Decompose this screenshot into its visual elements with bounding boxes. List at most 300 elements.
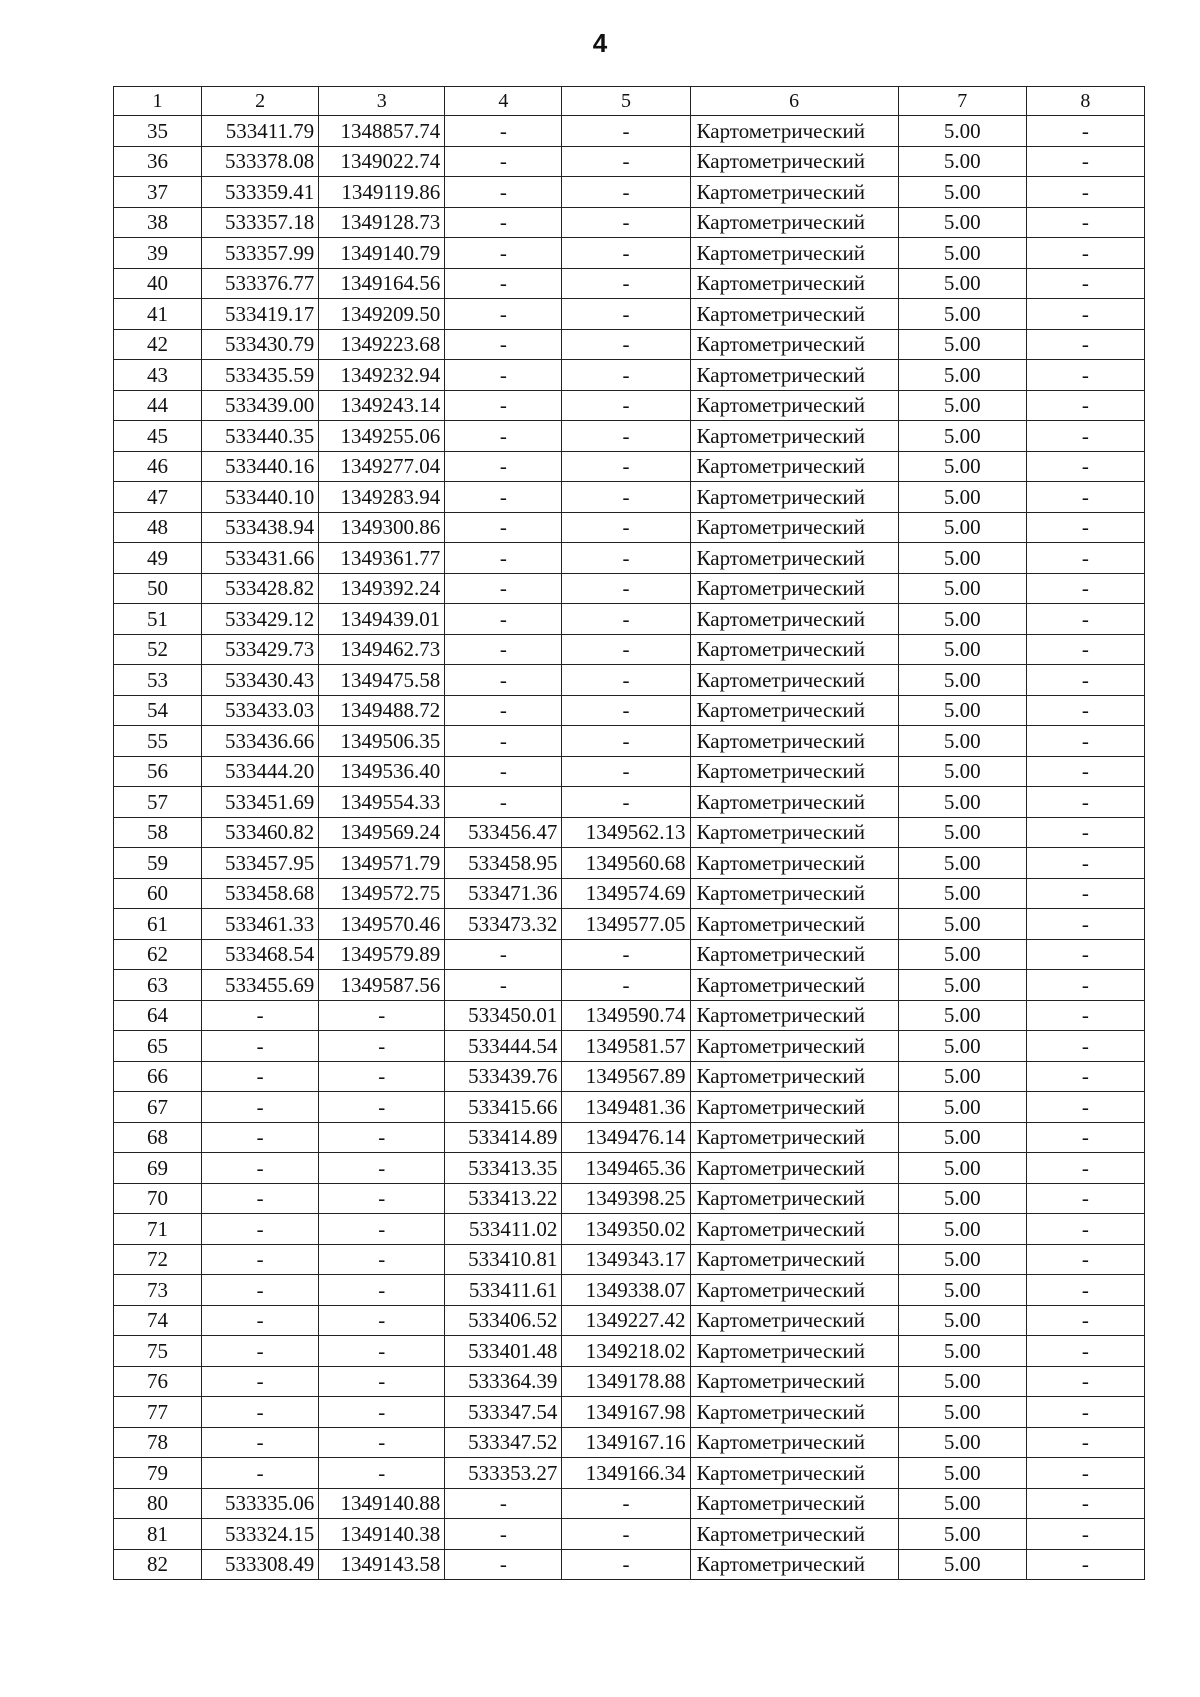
y-coordinate-cell: - <box>562 756 690 787</box>
method-cell: Картометрический <box>690 238 898 269</box>
table-row <box>114 1214 1145 1245</box>
y-coordinate-cell: - <box>562 146 690 177</box>
y-coordinate-cell: 1349567.89 <box>562 1061 690 1092</box>
x-coordinate-cell: - <box>445 939 562 970</box>
point-number-cell: 59 <box>114 848 202 879</box>
method-cell: Картометрический <box>690 1519 898 1550</box>
y-coordinate-cell: - <box>562 421 690 452</box>
column-number-row <box>114 87 1145 116</box>
table-row <box>114 726 1145 757</box>
accuracy-cell: 5.00 <box>898 939 1026 970</box>
description-cell: - <box>1026 787 1144 818</box>
method-cell: Картометрический <box>690 1092 898 1123</box>
table-row <box>114 1488 1145 1519</box>
x-coordinate-cell: - <box>202 1275 319 1306</box>
x-coordinate-cell: 533335.06 <box>202 1488 319 1519</box>
point-number-cell: 61 <box>114 909 202 940</box>
y-coordinate-cell: 1349439.01 <box>319 604 445 635</box>
x-coordinate-cell: - <box>202 1336 319 1367</box>
y-coordinate-cell: - <box>562 116 690 147</box>
table-row <box>114 1366 1145 1397</box>
y-coordinate-cell: 1349140.38 <box>319 1519 445 1550</box>
table-row <box>114 878 1145 909</box>
method-cell: Картометрический <box>690 207 898 238</box>
x-coordinate-cell: - <box>445 543 562 574</box>
point-number-cell: 65 <box>114 1031 202 1062</box>
y-coordinate-cell: - <box>319 1122 445 1153</box>
column-header: 7 <box>898 87 1026 116</box>
point-number-cell: 76 <box>114 1366 202 1397</box>
point-number-cell: 75 <box>114 1336 202 1367</box>
description-cell: - <box>1026 1427 1144 1458</box>
accuracy-cell: 5.00 <box>898 1153 1026 1184</box>
accuracy-cell: 5.00 <box>898 1488 1026 1519</box>
accuracy-cell: 5.00 <box>898 1275 1026 1306</box>
table-row <box>114 1122 1145 1153</box>
description-cell: - <box>1026 1214 1144 1245</box>
method-cell: Картометрический <box>690 1122 898 1153</box>
table-row <box>114 1397 1145 1428</box>
y-coordinate-cell: 1349223.68 <box>319 329 445 360</box>
y-coordinate-cell: 1349283.94 <box>319 482 445 513</box>
accuracy-cell: 5.00 <box>898 177 1026 208</box>
table-row <box>114 1458 1145 1489</box>
x-coordinate-cell: - <box>202 1031 319 1062</box>
description-cell: - <box>1026 1153 1144 1184</box>
table-row <box>114 268 1145 299</box>
y-coordinate-cell: 1349119.86 <box>319 177 445 208</box>
x-coordinate-cell: - <box>202 1427 319 1458</box>
accuracy-cell: 5.00 <box>898 1305 1026 1336</box>
y-coordinate-cell: 1348857.74 <box>319 116 445 147</box>
x-coordinate-cell: 533401.48 <box>445 1336 562 1367</box>
y-coordinate-cell: - <box>562 177 690 208</box>
y-coordinate-cell: - <box>319 1305 445 1336</box>
point-number-cell: 42 <box>114 329 202 360</box>
point-number-cell: 57 <box>114 787 202 818</box>
description-cell: - <box>1026 970 1144 1001</box>
y-coordinate-cell: 1349577.05 <box>562 909 690 940</box>
column-header: 1 <box>114 87 202 116</box>
accuracy-cell: 5.00 <box>898 1519 1026 1550</box>
accuracy-cell: 5.00 <box>898 1427 1026 1458</box>
table-row <box>114 299 1145 330</box>
method-cell: Картометрический <box>690 1275 898 1306</box>
column-header: 5 <box>562 87 690 116</box>
y-coordinate-cell: - <box>562 1519 690 1550</box>
description-cell: - <box>1026 817 1144 848</box>
point-number-cell: 68 <box>114 1122 202 1153</box>
method-cell: Картометрический <box>690 543 898 574</box>
x-coordinate-cell: 533458.68 <box>202 878 319 909</box>
description-cell: - <box>1026 1458 1144 1489</box>
accuracy-cell: 5.00 <box>898 268 1026 299</box>
y-coordinate-cell: - <box>562 1488 690 1519</box>
method-cell: Картометрический <box>690 1000 898 1031</box>
table-row <box>114 360 1145 391</box>
description-cell: - <box>1026 482 1144 513</box>
point-number-cell: 60 <box>114 878 202 909</box>
y-coordinate-cell: 1349590.74 <box>562 1000 690 1031</box>
table-row <box>114 756 1145 787</box>
y-coordinate-cell: - <box>562 360 690 391</box>
y-coordinate-cell: 1349140.79 <box>319 238 445 269</box>
x-coordinate-cell: 533359.41 <box>202 177 319 208</box>
point-number-cell: 67 <box>114 1092 202 1123</box>
y-coordinate-cell: 1349581.57 <box>562 1031 690 1062</box>
description-cell: - <box>1026 665 1144 696</box>
accuracy-cell: 5.00 <box>898 1244 1026 1275</box>
description-cell: - <box>1026 390 1144 421</box>
description-cell: - <box>1026 177 1144 208</box>
x-coordinate-cell: 533439.00 <box>202 390 319 421</box>
y-coordinate-cell: 1349218.02 <box>562 1336 690 1367</box>
method-cell: Картометрический <box>690 1366 898 1397</box>
method-cell: Картометрический <box>690 1153 898 1184</box>
accuracy-cell: 5.00 <box>898 1549 1026 1580</box>
method-cell: Картометрический <box>690 390 898 421</box>
table-row <box>114 543 1145 574</box>
point-number-cell: 69 <box>114 1153 202 1184</box>
point-number-cell: 38 <box>114 207 202 238</box>
column-header: 3 <box>319 87 445 116</box>
table-row <box>114 1519 1145 1550</box>
table-row <box>114 970 1145 1001</box>
x-coordinate-cell: 533364.39 <box>445 1366 562 1397</box>
accuracy-cell: 5.00 <box>898 1183 1026 1214</box>
point-number-cell: 79 <box>114 1458 202 1489</box>
description-cell: - <box>1026 146 1144 177</box>
description-cell: - <box>1026 1122 1144 1153</box>
table-row <box>114 1305 1145 1336</box>
y-coordinate-cell: 1349571.79 <box>319 848 445 879</box>
method-cell: Картометрический <box>690 146 898 177</box>
table-row <box>114 1549 1145 1580</box>
y-coordinate-cell: 1349481.36 <box>562 1092 690 1123</box>
accuracy-cell: 5.00 <box>898 1000 1026 1031</box>
table-row <box>114 207 1145 238</box>
y-coordinate-cell: 1349560.68 <box>562 848 690 879</box>
point-number-cell: 43 <box>114 360 202 391</box>
accuracy-cell: 5.00 <box>898 421 1026 452</box>
point-number-cell: 54 <box>114 695 202 726</box>
table-row <box>114 1275 1145 1306</box>
accuracy-cell: 5.00 <box>898 665 1026 696</box>
method-cell: Картометрический <box>690 665 898 696</box>
accuracy-cell: 5.00 <box>898 970 1026 1001</box>
x-coordinate-cell: - <box>202 1214 319 1245</box>
accuracy-cell: 5.00 <box>898 1458 1026 1489</box>
column-header: 2 <box>202 87 319 116</box>
method-cell: Картометрический <box>690 939 898 970</box>
table-row <box>114 177 1145 208</box>
table-row <box>114 1336 1145 1367</box>
x-coordinate-cell: - <box>445 390 562 421</box>
x-coordinate-cell: 533353.27 <box>445 1458 562 1489</box>
method-cell: Картометрический <box>690 360 898 391</box>
method-cell: Картометрический <box>690 1397 898 1428</box>
accuracy-cell: 5.00 <box>898 1061 1026 1092</box>
y-coordinate-cell: - <box>319 1244 445 1275</box>
accuracy-cell: 5.00 <box>898 909 1026 940</box>
description-cell: - <box>1026 1183 1144 1214</box>
x-coordinate-cell: - <box>445 268 562 299</box>
description-cell: - <box>1026 1244 1144 1275</box>
method-cell: Картометрический <box>690 604 898 635</box>
y-coordinate-cell: - <box>562 787 690 818</box>
y-coordinate-cell: - <box>562 207 690 238</box>
table-body <box>114 116 1145 1580</box>
table-row <box>114 421 1145 452</box>
x-coordinate-cell: - <box>445 756 562 787</box>
x-coordinate-cell: 533468.54 <box>202 939 319 970</box>
point-number-cell: 49 <box>114 543 202 574</box>
x-coordinate-cell: 533444.20 <box>202 756 319 787</box>
x-coordinate-cell: - <box>445 665 562 696</box>
y-coordinate-cell: 1349465.36 <box>562 1153 690 1184</box>
x-coordinate-cell: - <box>202 1458 319 1489</box>
table-row <box>114 482 1145 513</box>
accuracy-cell: 5.00 <box>898 482 1026 513</box>
accuracy-cell: 5.00 <box>898 390 1026 421</box>
description-cell: - <box>1026 421 1144 452</box>
y-coordinate-cell: 1349476.14 <box>562 1122 690 1153</box>
column-header: 4 <box>445 87 562 116</box>
method-cell: Картометрический <box>690 512 898 543</box>
table-row <box>114 390 1145 421</box>
x-coordinate-cell: 533347.52 <box>445 1427 562 1458</box>
x-coordinate-cell: - <box>445 604 562 635</box>
accuracy-cell: 5.00 <box>898 817 1026 848</box>
accuracy-cell: 5.00 <box>898 1122 1026 1153</box>
x-coordinate-cell: - <box>445 970 562 1001</box>
accuracy-cell: 5.00 <box>898 1092 1026 1123</box>
accuracy-cell: 5.00 <box>898 207 1026 238</box>
x-coordinate-cell: - <box>202 1153 319 1184</box>
description-cell: - <box>1026 299 1144 330</box>
y-coordinate-cell: 1349167.98 <box>562 1397 690 1428</box>
x-coordinate-cell: - <box>445 238 562 269</box>
y-coordinate-cell: - <box>319 1336 445 1367</box>
x-coordinate-cell: 533456.47 <box>445 817 562 848</box>
y-coordinate-cell: - <box>319 1000 445 1031</box>
accuracy-cell: 5.00 <box>898 848 1026 879</box>
description-cell: - <box>1026 573 1144 604</box>
table-row <box>114 695 1145 726</box>
y-coordinate-cell: - <box>562 634 690 665</box>
accuracy-cell: 5.00 <box>898 756 1026 787</box>
accuracy-cell: 5.00 <box>898 604 1026 635</box>
x-coordinate-cell: - <box>445 177 562 208</box>
method-cell: Картометрический <box>690 848 898 879</box>
y-coordinate-cell: 1349300.86 <box>319 512 445 543</box>
table-row <box>114 634 1145 665</box>
y-coordinate-cell: 1349166.34 <box>562 1458 690 1489</box>
accuracy-cell: 5.00 <box>898 329 1026 360</box>
table-row <box>114 329 1145 360</box>
point-number-cell: 44 <box>114 390 202 421</box>
point-number-cell: 73 <box>114 1275 202 1306</box>
x-coordinate-cell: 533308.49 <box>202 1549 319 1580</box>
y-coordinate-cell: 1349587.56 <box>319 970 445 1001</box>
x-coordinate-cell: 533444.54 <box>445 1031 562 1062</box>
x-coordinate-cell: 533411.61 <box>445 1275 562 1306</box>
x-coordinate-cell: 533347.54 <box>445 1397 562 1428</box>
point-number-cell: 56 <box>114 756 202 787</box>
method-cell: Картометрический <box>690 878 898 909</box>
point-number-cell: 35 <box>114 116 202 147</box>
x-coordinate-cell: 533438.94 <box>202 512 319 543</box>
point-number-cell: 39 <box>114 238 202 269</box>
y-coordinate-cell: - <box>562 238 690 269</box>
x-coordinate-cell: 533413.35 <box>445 1153 562 1184</box>
x-coordinate-cell: 533414.89 <box>445 1122 562 1153</box>
table-row <box>114 909 1145 940</box>
x-coordinate-cell: 533378.08 <box>202 146 319 177</box>
accuracy-cell: 5.00 <box>898 1366 1026 1397</box>
point-number-cell: 70 <box>114 1183 202 1214</box>
accuracy-cell: 5.00 <box>898 543 1026 574</box>
y-coordinate-cell: - <box>562 268 690 299</box>
accuracy-cell: 5.00 <box>898 1336 1026 1367</box>
accuracy-cell: 5.00 <box>898 451 1026 482</box>
point-number-cell: 46 <box>114 451 202 482</box>
y-coordinate-cell: 1349178.88 <box>562 1366 690 1397</box>
method-cell: Картометрический <box>690 421 898 452</box>
y-coordinate-cell: 1349392.24 <box>319 573 445 604</box>
table-row <box>114 1031 1145 1062</box>
x-coordinate-cell: 533461.33 <box>202 909 319 940</box>
description-cell: - <box>1026 909 1144 940</box>
y-coordinate-cell: 1349488.72 <box>319 695 445 726</box>
point-number-cell: 81 <box>114 1519 202 1550</box>
x-coordinate-cell: 533419.17 <box>202 299 319 330</box>
description-cell: - <box>1026 756 1144 787</box>
description-cell: - <box>1026 543 1144 574</box>
x-coordinate-cell: 533455.69 <box>202 970 319 1001</box>
accuracy-cell: 5.00 <box>898 878 1026 909</box>
table-row <box>114 817 1145 848</box>
x-coordinate-cell: - <box>202 1183 319 1214</box>
x-coordinate-cell: 533439.76 <box>445 1061 562 1092</box>
description-cell: - <box>1026 1488 1144 1519</box>
y-coordinate-cell: 1349338.07 <box>562 1275 690 1306</box>
method-cell: Картометрический <box>690 1427 898 1458</box>
description-cell: - <box>1026 695 1144 726</box>
point-number-cell: 77 <box>114 1397 202 1428</box>
x-coordinate-cell: - <box>445 573 562 604</box>
table-row <box>114 787 1145 818</box>
y-coordinate-cell: 1349350.02 <box>562 1214 690 1245</box>
y-coordinate-cell: - <box>562 695 690 726</box>
y-coordinate-cell: - <box>562 665 690 696</box>
table-row <box>114 116 1145 147</box>
y-coordinate-cell: 1349343.17 <box>562 1244 690 1275</box>
point-number-cell: 52 <box>114 634 202 665</box>
y-coordinate-cell: - <box>562 543 690 574</box>
accuracy-cell: 5.00 <box>898 1397 1026 1428</box>
table-row <box>114 1183 1145 1214</box>
x-coordinate-cell: - <box>445 451 562 482</box>
point-number-cell: 55 <box>114 726 202 757</box>
table-row <box>114 1000 1145 1031</box>
x-coordinate-cell: 533440.16 <box>202 451 319 482</box>
y-coordinate-cell: - <box>319 1061 445 1092</box>
method-cell: Картометрический <box>690 1305 898 1336</box>
method-cell: Картометрический <box>690 1061 898 1092</box>
y-coordinate-cell: 1349569.24 <box>319 817 445 848</box>
x-coordinate-cell: - <box>202 1092 319 1123</box>
description-cell: - <box>1026 939 1144 970</box>
description-cell: - <box>1026 1092 1144 1123</box>
accuracy-cell: 5.00 <box>898 512 1026 543</box>
y-coordinate-cell: - <box>319 1092 445 1123</box>
method-cell: Картометрический <box>690 1183 898 1214</box>
x-coordinate-cell: 533324.15 <box>202 1519 319 1550</box>
accuracy-cell: 5.00 <box>898 238 1026 269</box>
description-cell: - <box>1026 1397 1144 1428</box>
y-coordinate-cell: 1349255.06 <box>319 421 445 452</box>
table-row <box>114 512 1145 543</box>
y-coordinate-cell: 1349506.35 <box>319 726 445 757</box>
accuracy-cell: 5.00 <box>898 1214 1026 1245</box>
accuracy-cell: 5.00 <box>898 299 1026 330</box>
x-coordinate-cell: 533430.43 <box>202 665 319 696</box>
table-row <box>114 939 1145 970</box>
point-number-cell: 53 <box>114 665 202 696</box>
y-coordinate-cell: - <box>319 1031 445 1062</box>
x-coordinate-cell: 533357.18 <box>202 207 319 238</box>
table-row <box>114 665 1145 696</box>
x-coordinate-cell: - <box>445 299 562 330</box>
x-coordinate-cell: - <box>202 1305 319 1336</box>
y-coordinate-cell: 1349277.04 <box>319 451 445 482</box>
y-coordinate-cell: - <box>562 451 690 482</box>
description-cell: - <box>1026 604 1144 635</box>
description-cell: - <box>1026 238 1144 269</box>
y-coordinate-cell: 1349574.69 <box>562 878 690 909</box>
x-coordinate-cell: 533450.01 <box>445 1000 562 1031</box>
x-coordinate-cell: - <box>202 1122 319 1153</box>
point-number-cell: 41 <box>114 299 202 330</box>
x-coordinate-cell: 533433.03 <box>202 695 319 726</box>
point-number-cell: 50 <box>114 573 202 604</box>
description-cell: - <box>1026 1000 1144 1031</box>
x-coordinate-cell: - <box>202 1366 319 1397</box>
x-coordinate-cell: - <box>445 1488 562 1519</box>
point-number-cell: 74 <box>114 1305 202 1336</box>
x-coordinate-cell: 533411.02 <box>445 1214 562 1245</box>
method-cell: Картометрический <box>690 787 898 818</box>
point-number-cell: 71 <box>114 1214 202 1245</box>
table-row <box>114 1061 1145 1092</box>
y-coordinate-cell: 1349143.58 <box>319 1549 445 1580</box>
accuracy-cell: 5.00 <box>898 787 1026 818</box>
x-coordinate-cell: 533436.66 <box>202 726 319 757</box>
description-cell: - <box>1026 1366 1144 1397</box>
method-cell: Картометрический <box>690 695 898 726</box>
accuracy-cell: 5.00 <box>898 726 1026 757</box>
accuracy-cell: 5.00 <box>898 146 1026 177</box>
x-coordinate-cell: 533376.77 <box>202 268 319 299</box>
x-coordinate-cell: - <box>202 1397 319 1428</box>
method-cell: Картометрический <box>690 817 898 848</box>
y-coordinate-cell: 1349167.16 <box>562 1427 690 1458</box>
point-number-cell: 48 <box>114 512 202 543</box>
table-row <box>114 848 1145 879</box>
y-coordinate-cell: 1349022.74 <box>319 146 445 177</box>
accuracy-cell: 5.00 <box>898 116 1026 147</box>
